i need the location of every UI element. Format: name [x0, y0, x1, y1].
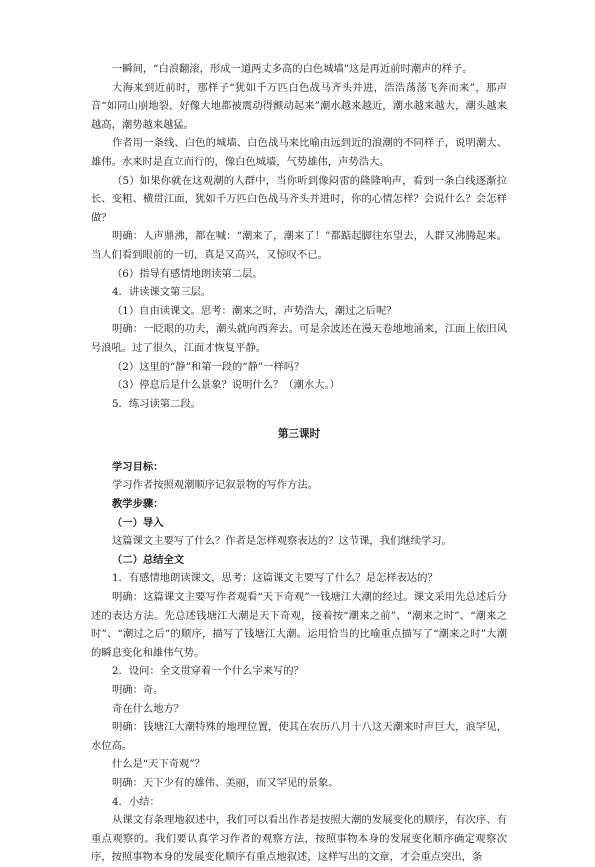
step1-heading: （一）导入 — [112, 516, 164, 529]
paragraph: （1）自由读课文。思考：潮来之时，声势浩大，潮过之后呢？ — [112, 304, 397, 317]
goal-heading: 学习目标： — [112, 460, 164, 473]
step1-text: 这篇课文主要写了什么？作者是怎样观察表达的？这节课，我们继续学习。 — [112, 535, 452, 548]
paragraph: 明确：人声鼎沸，都在喊：“潮来了，潮来了！”都踮起脚往东望去，人群又沸腾起来。当人们看到眼前的一切，真是又高兴，又惊叹不已。 — [91, 230, 507, 261]
paragraph: 什么是“天下奇观”？ — [112, 758, 205, 771]
paragraph: 明确：一眨眼的功夫，潮头就向西奔去。可是余波还在漫天卷地地涌来，江面上依旧风号浪吼。过了很久，江面才恢复平静。 — [91, 323, 507, 354]
paragraph: 明确：钱塘江大潮特殊的地理位置，使其在农历八月十八这天潮来时声巨大，浪罕见，水位高。 — [91, 721, 507, 752]
paragraph: 一瞬间，“白浪翻滚，形成一道两丈多高的白色城墙”这是再近前时潮声的样子。 — [112, 63, 473, 75]
paragraph: （6）指导有感情地朗读第二层。 — [112, 267, 263, 280]
paragraph: （2）这里的“静”和第一段的“静”一样吗？ — [112, 360, 305, 373]
section-title: 第三课时 — [277, 428, 321, 441]
paragraph: （5）如果你就在这观潮的人群中，当你听到像闷雷的隆隆响声，看到一条白线逐渐拉长、变粗、横贯江面，犹如千万匹白色战马齐头并进时，你的心情怎样？会说什么？会怎样做？ — [91, 174, 507, 224]
paragraph: 奇在什么地方？ — [112, 702, 185, 715]
paragraph: 1．有感情地朗读课文，思考：这篇课文主要写了什么？是怎样表达的？ — [112, 572, 438, 585]
step2-heading: （二）总结全文 — [112, 553, 185, 566]
paragraph: 明确：这篇课文主要写作者观看“天下奇观”一钱塘江大潮的经过。课文采用先总述后分述的表达方法。先总述钱塘江大潮是天下奇观，接着按“潮来之前”、“潮来之时”、“潮来之时”、“潮过之后”的顺序，描写了钱塘江大潮。运用恰当的比喻重点描写了“潮来之时”大潮的瞬息变化和雄伟气势。 — [91, 591, 507, 659]
paragraph: 5．练习读第二段。 — [112, 397, 201, 410]
document-content — [91, 60, 507, 867]
paragraph: 4．小结： — [112, 795, 160, 808]
paragraph: 4．讲读课文第三层。 — [112, 286, 212, 299]
paragraph: 2．设问：全文贯穿着一个什么字来写的？ — [112, 665, 304, 678]
paragraph: 明确：奇。 — [112, 684, 164, 696]
paragraph: 明确：天下少有的雄伟、美丽，而又罕见的景象。 — [112, 776, 339, 789]
paragraph: 从课文有条理地叙述中，我们可以看出作者是按照大潮的发展变化的顺序，有次序、有重点观察的。我们要认真学习作者的观察方法，按照事物本身的发展变化顺序确定观察次序，按照事物本身的发展变化顺序有重点地叙述，这样写出的文章，才会重点突出，条 — [91, 814, 507, 864]
paragraph: （3）停息后是什么景象？说明什么？（潮水大。） — [112, 379, 340, 392]
paragraph: 大海来到近前时，那样子“犹如千万匹白色战马齐头并进，浩浩荡荡飞奔而来”，那声音“如同山崩地裂，好像大地都被震动得颤动起来”潮水越来越近，潮水越来越大，潮头越来越高，潮势越来越猛。 — [91, 81, 507, 131]
goal-text: 学习作者按照观潮顺序记叙景物的写作方法。 — [112, 479, 318, 492]
steps-heading: 教学步骤： — [112, 498, 164, 511]
paragraph: 作者用一条线、白色的城墙、白色战马来比喻由远到近的浪潮的不同样子，说明潮大、雄伟。水来时是直立而行的，像白色城墙，气势雄伟，声势浩大。 — [91, 137, 507, 168]
